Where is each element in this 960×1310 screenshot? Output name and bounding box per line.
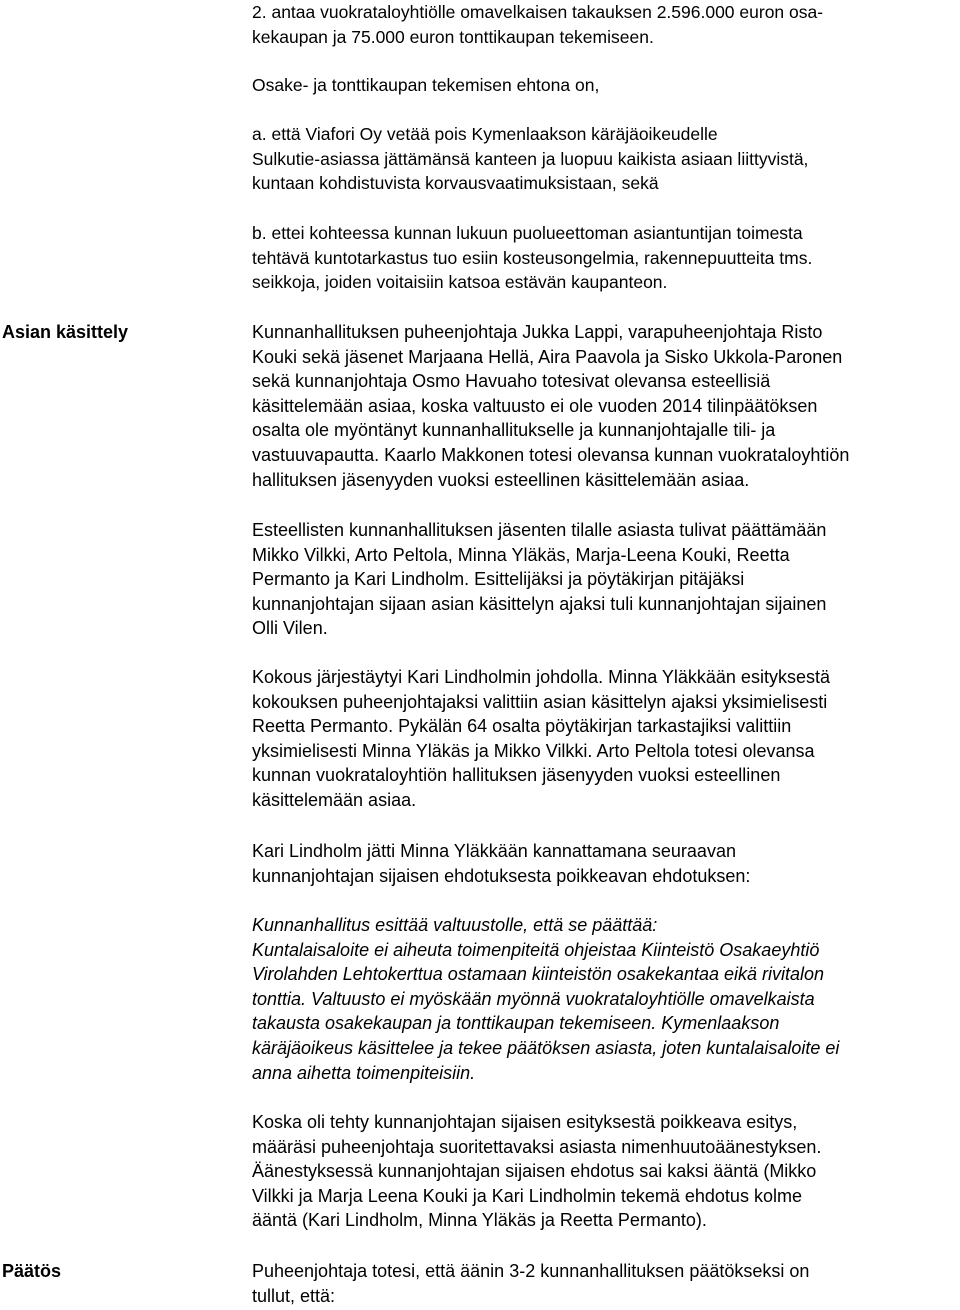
text-line: b. ettei kohteessa kunnan lukuun puolueettoman asiantuntijan toimesta <box>252 223 803 243</box>
text-line: Vilkki ja Marja Leena Kouki ja Kari Lindholmin tekemä ehdotus kolme <box>252 1185 802 1206</box>
text-line: 2. antaa vuokrataloyhtiölle omavelkaisen takauksen 2.596.000 euron osa- <box>252 2 824 22</box>
text-line: kuntaan kohdistuvista korvausvaatimuksistaan, sekä <box>252 173 659 193</box>
text-line: käsittelemään asiaa, koska valtuusto ei ole vuoden 2014 tilinpäätöksen <box>252 395 818 416</box>
kasittely-paragraph-1 <box>252 320 849 492</box>
text-line: Esteellisten kunnanhallituksen jäsenten tilalle asiasta tulivat päättämään <box>252 520 827 540</box>
text-line: Äänestyksessä kunnanjohtajan sijaisen ehdotus sai kaksi ääntä (Mikko <box>252 1161 817 1182</box>
text-line: käräjäoikeus käsittelee ja tekee päätöksen asiasta, joten kuntalaisaloite ei <box>252 1037 840 1058</box>
text-line: anna aihetta toimenpiteisiin. <box>252 1062 476 1083</box>
text-line: tehtävä kuntotarkastus tuo esiin kosteusongelmia, rakennepuutteita tms. <box>252 247 813 268</box>
condition-intro <box>252 73 599 98</box>
text-line: tullut, että: <box>252 1285 336 1306</box>
text-line: Koska oli tehty kunnanjohtajan sijaisen esityksestä poikkeava esitys, <box>252 1112 798 1132</box>
text-line: Sulkutie-asiassa jättämänsä kanteen ja luopuu kaikista asiaan liittyvistä, <box>252 148 809 169</box>
text-line: vastuuvapautta. Kaarlo Makkonen totesi olevansa kunnan vuokrataloyhtiön <box>252 444 850 465</box>
kasittely-paragraph-4 <box>252 839 750 888</box>
text-line: Kuntalaisaloite ei aiheuta toimenpiteitä ohjeistaa Kiinteistö Osakaeyhtiö <box>252 939 820 960</box>
text-line: kunnanjohtajan sijaisen ehdotuksesta poikkeavan ehdotuksen: <box>252 865 751 886</box>
text-line: seikkoja, joiden voitaisiin katsoa estävän kaupanteon. <box>252 272 668 292</box>
text-line: Kari Lindholm jätti Minna Yläkkään kannattamana seuraavan <box>252 841 736 861</box>
kasittely-paragraph-2 <box>252 518 826 641</box>
text-line: hallituksen jäsenyyden vuoksi esteellinen käsittelemään asiaa. <box>252 469 750 490</box>
section-label-asian-kasittely: Asian käsittely <box>2 322 129 342</box>
text-line: Kouki sekä jäsenet Marjaana Hellä, Aira Paavola ja Sisko Ukkola-Paronen <box>252 346 843 367</box>
proposal-paragraph <box>252 913 839 1085</box>
text-line: tonttia. Valtuusto ei myöskään myönnä vuokrataloyhtiölle omavelkaista <box>252 988 815 1009</box>
text-line: osalta ole myöntänyt kunnanhallitukselle ja kunnanjohtajalle tili- ja <box>252 420 776 441</box>
text-line: Mikko Vilkki, Arto Peltola, Minna Yläkäs, Marja-Leena Kouki, Reetta <box>252 544 790 565</box>
text-line: takausta osakekaupan ja tonttikaupan tekemiseen. Kymenlaakson <box>252 1013 780 1034</box>
text-line: kunnanjohtajan sijaan asian käsittelyn ajaksi tuli kunnanjohtajan sijainen <box>252 593 827 614</box>
text-line: Reetta Permanto. Pykälän 64 osalta pöytäkirjan tarkastajiksi valittiin <box>252 716 792 737</box>
kasittely-paragraph-3 <box>252 665 830 813</box>
condition-a <box>252 122 808 196</box>
text-line: sekä kunnanjohtaja Osmo Havuaho totesivat olevansa esteellisiä <box>252 371 771 392</box>
text-line: Kokous järjestäytyi Kari Lindholmin johdolla. Minna Yläkkään esityksestä <box>252 667 830 687</box>
text-line: a. että Viafori Oy vetää pois Kymenlaakson käräjäoikeudelle <box>252 124 718 144</box>
text-line: Olli Vilen. <box>252 618 328 639</box>
text-line: määräsi puheenjohtaja suoritettavaksi asiasta nimenhuutoäänestyksen. <box>252 1136 822 1157</box>
text-line: kokouksen puheenjohtajaksi valittiin asian käsittelyn ajaksi yksimielisesti <box>252 691 828 712</box>
text-line: yksimielisesti Minna Yläkäs ja Mikko Vilkki. Arto Peltola totesi olevansa <box>252 740 815 761</box>
text-line: Osake- ja tonttikaupan tekemisen ehtona on, <box>252 75 600 95</box>
item-2-paragraph <box>252 0 823 49</box>
text-line: ääntä (Kari Lindholm, Minna Yläkäs ja Reetta Permanto). <box>252 1210 707 1231</box>
text-line: Permanto ja Kari Lindholm. Esittelijäksi ja pöytäkirjan pitäjäksi <box>252 569 745 590</box>
text-line: käsittelemään asiaa. <box>252 789 417 810</box>
text-line: kunnan vuokrataloyhtiön hallituksen jäsenyyden vuoksi esteellinen <box>252 765 781 786</box>
text-line: Virolahden Lehtokerttua ostamaan kiinteistön osakekantaa eikä rivitalon <box>252 964 825 985</box>
section-label-paatos: Päätös <box>2 1261 62 1281</box>
text-line: kekaupan ja 75.000 euron tonttikaupan tekemiseen. <box>252 26 654 47</box>
text-line: Kunnanhallituksen puheenjohtaja Jukka Lappi, varapuheenjohtaja Risto <box>252 322 823 342</box>
text-line: Kunnanhallitus esittää valtuustolle, että se päättää: <box>252 915 658 935</box>
condition-b <box>252 221 812 295</box>
kasittely-paragraph-5 <box>252 1110 821 1233</box>
text-line: Puheenjohtaja totesi, että äänin 3-2 kunnanhallituksen päätökseksi on <box>252 1261 810 1281</box>
paatos-paragraph <box>252 1259 809 1308</box>
